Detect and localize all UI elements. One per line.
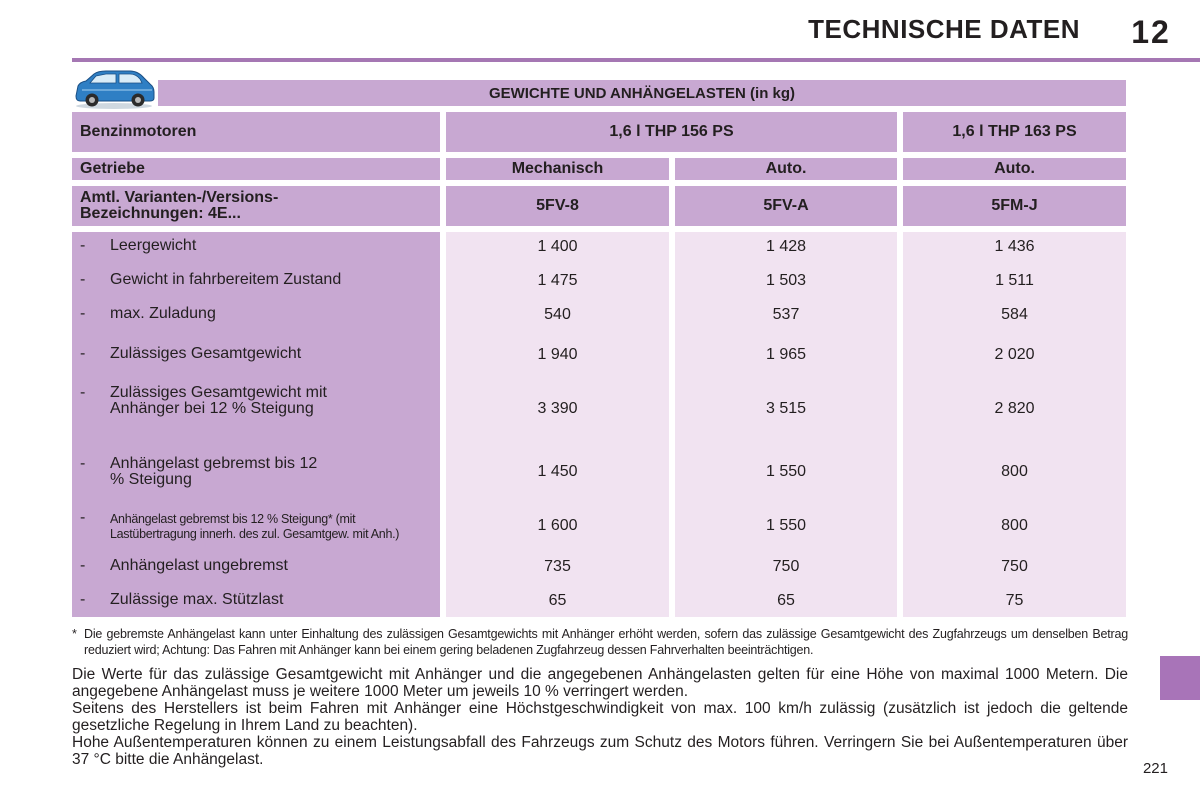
- row-dash: -: [80, 345, 86, 362]
- table-cell: 1 600: [537, 517, 578, 534]
- variant-header: 5FM-J: [903, 186, 1126, 226]
- engine-header: 1,6 l THP 156 PS: [446, 112, 897, 152]
- header-divider: [72, 58, 1200, 62]
- table-cell: 65: [548, 592, 567, 609]
- row-text: max. Zuladung: [110, 305, 216, 322]
- gearbox-header: Auto.: [675, 158, 897, 180]
- table-cell: 1 940: [537, 346, 578, 363]
- table-cell: 750: [1001, 558, 1028, 575]
- chapter-side-tab: [1160, 656, 1200, 700]
- row-text: Zulässiges Gesamtgewicht: [110, 345, 302, 362]
- paragraph: Seitens des Herstellers ist beim Fahren mit Anhänger eine Höchstgeschwindigkeit von max. 100 km/h zulässig (zusätzlich ist jedoch die geltende gesetzliche Regelung in Ihrem Land zu beachten).: [72, 700, 1128, 734]
- page-title: TECHNISCHE DATEN: [808, 14, 1080, 44]
- table-cell: 1 475: [537, 272, 578, 289]
- table-cell: 1 450: [537, 463, 578, 480]
- footnote-marker: *: [72, 627, 77, 641]
- table-cell: 2 820: [994, 400, 1035, 417]
- gearbox-header: Mechanisch: [446, 158, 669, 180]
- row-dash: -: [80, 271, 86, 288]
- footnote-text: Die gebremste Anhängelast kann unter Einhaltung des zulässigen Gesamtgewichts mit Anhänger erhöht werden, sofern das zulässige Gesamtgewicht des Zugfahrzeugs um denselben Betrag reduziert wird; Achtung: Das Fahren mit Anhänger kann bei einem gering beladenen Zugfahrzeug dessen Fahrverhalten beeinträchtigen.: [84, 627, 1128, 657]
- table-cell: 800: [1001, 463, 1028, 480]
- paragraph: Die Werte für das zulässige Gesamtgewicht mit Anhänger und die angegebenen Anhängelasten gelten für eine Höhe von maximal 1000 Metern. Die angegebene Anhängelast muss je weitere 1000 Meter um jeweils 10 % verringert werden.: [72, 666, 1128, 700]
- engine-label: Benzinmotoren: [72, 112, 440, 152]
- table-cell: 537: [772, 306, 800, 323]
- variant-label: Amtl. Varianten-/Versions-Bezeichnungen: 4E...: [72, 186, 440, 226]
- table-cell: 75: [1005, 592, 1024, 609]
- chapter-number: 12: [1131, 14, 1171, 50]
- row-text: Leergewicht: [110, 237, 197, 254]
- paragraph: Hohe Außentemperaturen können zu einem Leistungsabfall des Fahrzeugs zum Schutz des Motors führen. Verringern Sie bei Außentemperaturen über 37 °C bitte die Anhängelast.: [72, 734, 1128, 768]
- page-number: 221: [1142, 760, 1168, 777]
- row-text: Anhängelast ungebremst: [110, 557, 288, 574]
- table-cell: 1 503: [765, 272, 807, 289]
- row-dash: -: [80, 509, 86, 526]
- table-cell: 1 965: [765, 346, 807, 363]
- row-text: Zulässige max. Stützlast: [110, 591, 284, 608]
- gearbox-header: Auto.: [903, 158, 1126, 180]
- row-text: Anhängelast gebremst bis 12 % Steigung: [110, 455, 318, 488]
- table-cell: 750: [772, 558, 800, 575]
- table-cell: 584: [1001, 306, 1028, 323]
- table-cell: 1 550: [765, 463, 807, 480]
- table-cell: 1 428: [765, 238, 807, 255]
- row-dash: -: [80, 557, 86, 574]
- table-cell: 800: [1001, 517, 1028, 534]
- table-cell: 3 515: [765, 400, 807, 417]
- table-title: GEWICHTE UND ANHÄNGELASTEN (in kg): [158, 80, 1126, 106]
- table-cell: 735: [544, 558, 571, 575]
- row-text: Gewicht in fahrbereitem Zustand: [110, 271, 342, 288]
- footnote: [72, 627, 1128, 658]
- row-dash: -: [80, 237, 86, 254]
- body-text: [72, 666, 1128, 768]
- variant-header: 5FV-8: [446, 186, 669, 226]
- gearbox-label: Getriebe: [72, 158, 440, 180]
- table-cell: 1 511: [995, 272, 1034, 289]
- table-cell: 540: [544, 306, 571, 323]
- table-cell: 3 390: [537, 400, 578, 417]
- variant-header: 5FV-A: [675, 186, 897, 226]
- table-cell: 65: [777, 592, 795, 609]
- table-cell: 1 400: [537, 238, 578, 255]
- engine-header: 1,6 l THP 163 PS: [903, 112, 1126, 152]
- table-cell: 1 550: [765, 517, 807, 534]
- table-cell: 2 020: [994, 346, 1035, 363]
- table-cell: 1 436: [994, 238, 1035, 255]
- row-text: Zulässiges Gesamtgewicht mit Anhänger bei 12 % Steigung: [110, 384, 327, 417]
- row-dash: -: [80, 305, 86, 322]
- row-dash: -: [80, 591, 86, 608]
- row-dash: -: [80, 384, 86, 401]
- row-text: Anhängelast gebremst bis 12 % Steigung* (mit Lastübertragung innerh. des zul. Gesamtgew. mit Anh.): [110, 512, 400, 541]
- row-dash: -: [80, 455, 86, 472]
- car-icon: [72, 66, 156, 110]
